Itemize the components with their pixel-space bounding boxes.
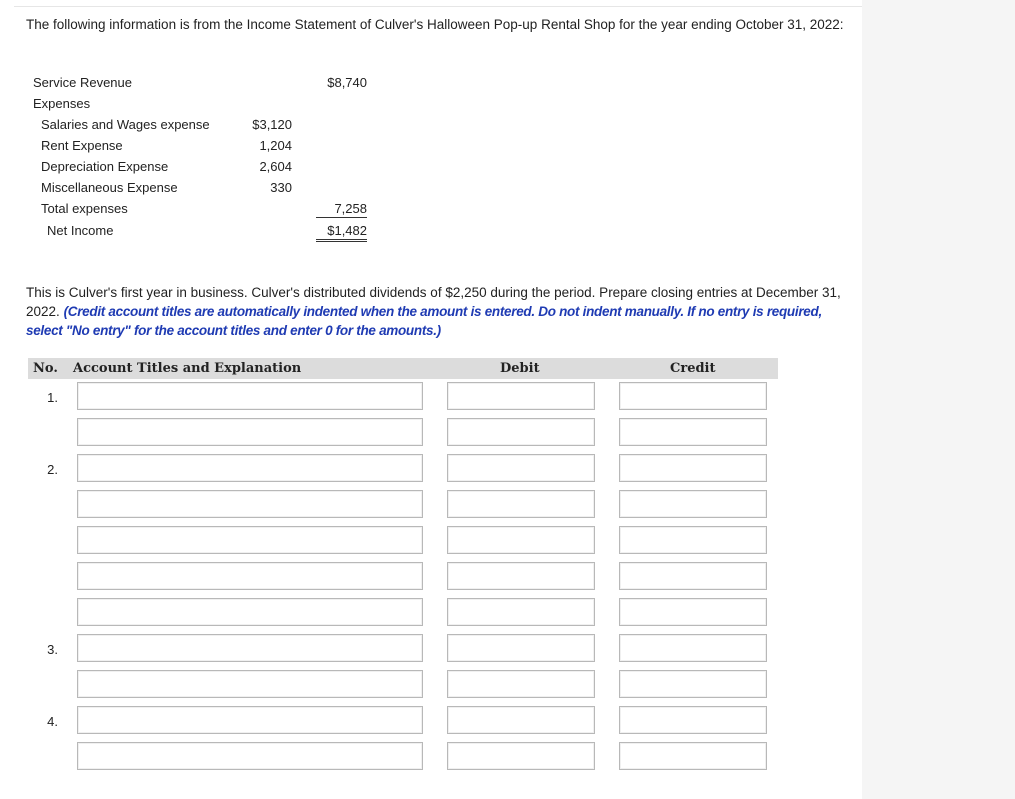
total-expenses-amount: 7,258 (316, 201, 367, 218)
total-expenses-label: Total expenses (41, 201, 128, 216)
entry-number-1: 1. (47, 390, 58, 405)
intro-text: The following information is from the Income Statement of Culver's Halloween Pop-up Rental Shop for the year ending October 31, 2022: (26, 17, 844, 32)
col-debit-header: Debit (500, 361, 540, 376)
credit-input[interactable] (619, 706, 767, 734)
debit-input[interactable] (447, 598, 595, 626)
credit-field[interactable] (620, 455, 766, 481)
debit-input[interactable] (447, 634, 595, 662)
account-title-input[interactable] (77, 634, 423, 662)
instructions (26, 283, 846, 340)
expense-label-miscellaneous: Miscellaneous Expense (41, 180, 178, 195)
account-title-field[interactable] (78, 707, 422, 733)
account-title-field[interactable] (78, 671, 422, 697)
credit-field[interactable] (620, 671, 766, 697)
debit-field[interactable] (448, 455, 594, 481)
expenses-label: Expenses (33, 96, 91, 111)
debit-input[interactable] (447, 526, 595, 554)
account-title-input[interactable] (77, 670, 423, 698)
debit-field[interactable] (448, 707, 594, 733)
credit-input[interactable] (619, 742, 767, 770)
entry-number-2: 2. (47, 462, 58, 477)
credit-input[interactable] (619, 634, 767, 662)
account-title-field[interactable] (78, 383, 422, 409)
page-background (862, 0, 1015, 799)
debit-input[interactable] (447, 418, 595, 446)
credit-input[interactable] (619, 490, 767, 518)
credit-input[interactable] (619, 598, 767, 626)
credit-field[interactable] (620, 707, 766, 733)
debit-field[interactable] (448, 743, 594, 769)
credit-input[interactable] (619, 562, 767, 590)
account-title-field[interactable] (78, 743, 422, 769)
account-title-input[interactable] (77, 454, 423, 482)
journal-table-header (28, 358, 778, 379)
debit-input[interactable] (447, 706, 595, 734)
account-title-field[interactable] (78, 419, 422, 445)
instructions-text: This is Culver's first year in business. Culver's distributed dividends of $2,250 during the period. Prepare closing entries at December 31, 2022. (26, 285, 841, 319)
service-revenue-label: Service Revenue (33, 75, 132, 90)
credit-field[interactable] (620, 419, 766, 445)
account-title-input[interactable] (77, 418, 423, 446)
expense-amount-salaries: $3,120 (252, 117, 292, 132)
expense-label-rent: Rent Expense (41, 138, 123, 153)
expense-amount-miscellaneous: 330 (270, 180, 292, 195)
expense-amount-rent: 1,204 (259, 138, 292, 153)
debit-field[interactable] (448, 599, 594, 625)
expense-amount-depreciation: 2,604 (259, 159, 292, 174)
account-title-field[interactable] (78, 455, 422, 481)
credit-input[interactable] (619, 454, 767, 482)
debit-field[interactable] (448, 383, 594, 409)
expense-label-salaries: Salaries and Wages expense (41, 117, 210, 132)
entry-number-4: 4. (47, 714, 58, 729)
debit-input[interactable] (447, 742, 595, 770)
account-title-field[interactable] (78, 635, 422, 661)
col-account-header: Account Titles and Explanation (73, 361, 302, 376)
credit-field[interactable] (620, 635, 766, 661)
credit-field[interactable] (620, 743, 766, 769)
debit-input[interactable] (447, 562, 595, 590)
credit-input[interactable] (619, 382, 767, 410)
account-title-field[interactable] (78, 563, 422, 589)
account-title-input[interactable] (77, 742, 423, 770)
credit-field[interactable] (620, 383, 766, 409)
credit-field[interactable] (620, 491, 766, 517)
account-title-input[interactable] (77, 598, 423, 626)
debit-field[interactable] (448, 671, 594, 697)
debit-field[interactable] (448, 419, 594, 445)
credit-input[interactable] (619, 670, 767, 698)
debit-input[interactable] (447, 382, 595, 410)
debit-input[interactable] (447, 670, 595, 698)
divider (14, 6, 862, 7)
net-income-amount: $1,482 (316, 223, 367, 242)
account-title-input[interactable] (77, 562, 423, 590)
account-title-field[interactable] (78, 599, 422, 625)
col-no-header: No. (33, 361, 58, 376)
credit-input[interactable] (619, 418, 767, 446)
account-title-input[interactable] (77, 382, 423, 410)
account-title-input[interactable] (77, 526, 423, 554)
credit-field[interactable] (620, 563, 766, 589)
account-title-input[interactable] (77, 706, 423, 734)
entry-number-3: 3. (47, 642, 58, 657)
col-credit-header: Credit (670, 361, 716, 376)
account-title-field[interactable] (78, 491, 422, 517)
account-title-input[interactable] (77, 490, 423, 518)
debit-input[interactable] (447, 454, 595, 482)
debit-field[interactable] (448, 563, 594, 589)
expense-label-depreciation: Depreciation Expense (41, 159, 169, 174)
credit-field[interactable] (620, 527, 766, 553)
service-revenue-amount: $8,740 (327, 75, 367, 90)
credit-input[interactable] (619, 526, 767, 554)
debit-field[interactable] (448, 527, 594, 553)
net-income-label: Net Income (47, 223, 114, 238)
debit-input[interactable] (447, 490, 595, 518)
credit-field[interactable] (620, 599, 766, 625)
account-title-field[interactable] (78, 527, 422, 553)
debit-field[interactable] (448, 635, 594, 661)
debit-field[interactable] (448, 491, 594, 517)
instructions-note: (Credit account titles are automatically indented when the amount is entered. Do not indent manually. If no entry is required, select "No entry" for the account titles and enter 0 for the amounts.) (26, 304, 822, 338)
